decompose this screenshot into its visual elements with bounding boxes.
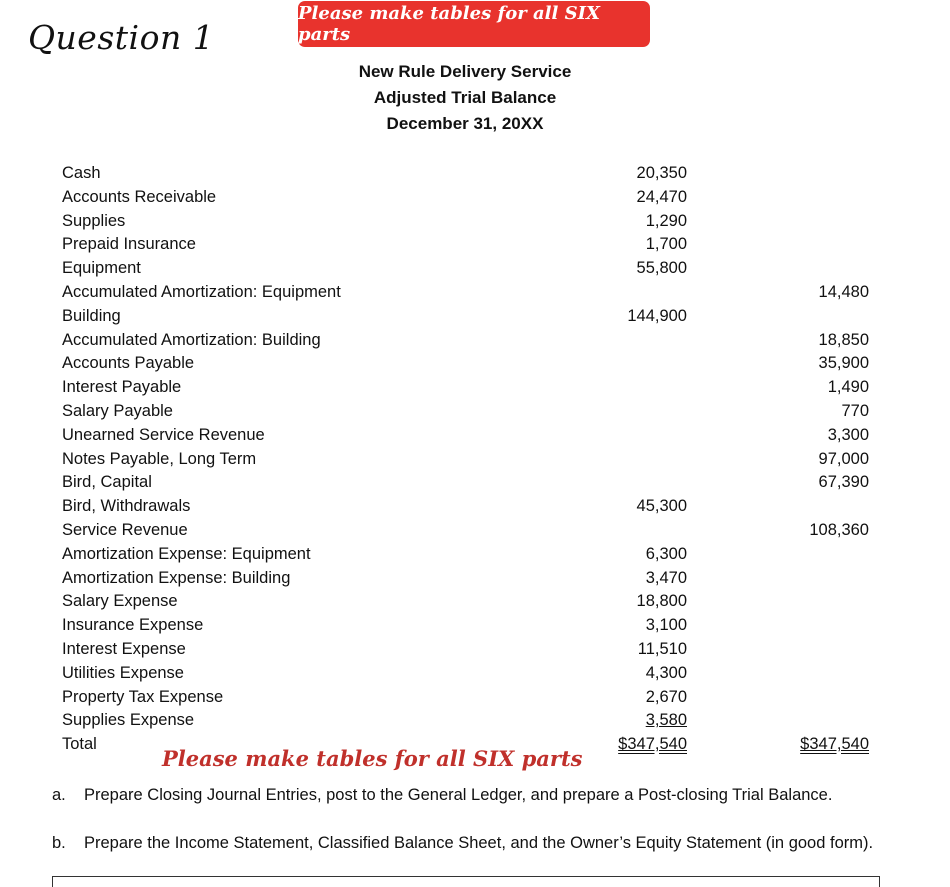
company-name: New Rule Delivery Service (358, 62, 572, 81)
account-name: Interest Payable (62, 378, 182, 397)
debit-amount: 1,700 (645, 235, 687, 254)
total-credit: $347,540 (800, 735, 869, 754)
credit-amount: 3,300 (827, 425, 869, 444)
debit-amount: 1,290 (645, 211, 687, 230)
debit-amount: 3,580 (645, 711, 687, 730)
part-b (52, 832, 892, 878)
statement-title: Adjusted Trial Balance (373, 88, 557, 107)
debit-amount: 3,100 (645, 616, 687, 635)
table-row (62, 590, 874, 614)
part-a (52, 784, 892, 808)
account-name: Building (62, 306, 121, 325)
account-name: Cash (62, 164, 101, 182)
table-row (62, 400, 874, 424)
table-row (62, 519, 874, 543)
account-name: Salary Payable (62, 402, 173, 420)
debit-amount: 6,300 (645, 544, 687, 563)
table-row (62, 662, 874, 686)
table-row (62, 376, 874, 400)
table-row (62, 495, 874, 519)
red-instruction-note: Please make tables for all SIX parts (162, 746, 583, 771)
account-name: Supplies Expense (62, 711, 195, 730)
debit-amount: 20,350 (636, 164, 687, 182)
table-row (62, 257, 874, 281)
debit-amount: 24,470 (636, 187, 687, 206)
banner-text: Please make tables for all SIX parts (298, 3, 600, 45)
table-row (62, 448, 874, 472)
account-name: Accounts Payable (62, 354, 195, 373)
debit-amount: 45,300 (636, 497, 687, 516)
debit-amount: 18,800 (636, 592, 687, 611)
credit-amount: 1,490 (827, 378, 869, 397)
debit-amount: 11,510 (637, 640, 687, 658)
account-name: Bird, Capital (62, 473, 152, 492)
account-name: Salary Expense (62, 592, 178, 611)
debit-amount: 55,800 (636, 259, 687, 278)
account-name: Unearned Service Revenue (62, 425, 265, 444)
total-debit: $347,540 (618, 735, 687, 754)
table-row (62, 329, 874, 353)
credit-amount: 108,360 (809, 521, 869, 539)
account-name: Property Tax Expense (62, 687, 224, 706)
part-text: Prepare the Income Statement, Classified Balance Sheet, and the Owner’s Equity Statement (in good form). (84, 834, 874, 852)
account-name: Prepaid Insurance (62, 235, 196, 254)
credit-amount: 67,390 (818, 473, 869, 492)
account-name: Amortization Expense: Building (62, 568, 291, 587)
account-name: Insurance Expense (62, 616, 204, 635)
table-row (62, 543, 874, 567)
credit-amount: 770 (841, 402, 869, 420)
credit-amount: 14,480 (818, 283, 869, 301)
table-row (62, 233, 874, 257)
table-row (62, 614, 874, 638)
table-row (62, 210, 874, 234)
account-name: Bird, Withdrawals (62, 497, 191, 516)
debit-amount: 3,470 (645, 568, 687, 587)
part-letter: a. (52, 786, 66, 804)
debit-amount: 4,300 (645, 663, 687, 682)
part-text: Prepare Closing Journal Entries, post to the General Ledger, and prepare a Post-closing Trial Balance. (84, 786, 833, 804)
table-row (62, 186, 874, 210)
part-letter: b. (52, 834, 66, 852)
credit-amount: 35,900 (818, 354, 869, 373)
table-row (62, 709, 874, 733)
account-name: Utilities Expense (62, 663, 184, 682)
table-row (62, 638, 874, 662)
debit-amount: 2,670 (645, 687, 687, 706)
account-name: Amortization Expense: Equipment (62, 544, 311, 563)
credit-amount: 97,000 (818, 449, 869, 468)
account-name: Interest Expense (62, 640, 186, 658)
credit-amount: 18,850 (818, 330, 869, 349)
account-name: Accounts Receivable (62, 187, 217, 206)
total-label: Total (62, 735, 97, 754)
table-row (62, 162, 874, 186)
account-name: Notes Payable, Long Term (62, 449, 257, 468)
account-name: Service Revenue (62, 521, 188, 539)
table-row (62, 424, 874, 448)
account-name: Equipment (62, 259, 141, 278)
table-row (62, 471, 874, 495)
table-row (62, 567, 874, 591)
table-row (62, 352, 874, 376)
question-title: Question 1 (28, 18, 215, 57)
table-row (62, 305, 874, 329)
statement-date: December 31, 20XX (386, 114, 544, 133)
account-name: Accumulated Amortization: Equipment (62, 283, 341, 301)
account-name: Accumulated Amortization: Building (62, 330, 321, 349)
debit-amount: 144,900 (627, 306, 687, 325)
instruction-banner (298, 1, 650, 47)
table-row (62, 686, 874, 710)
table-row (62, 281, 874, 305)
account-name: Supplies (62, 211, 126, 230)
